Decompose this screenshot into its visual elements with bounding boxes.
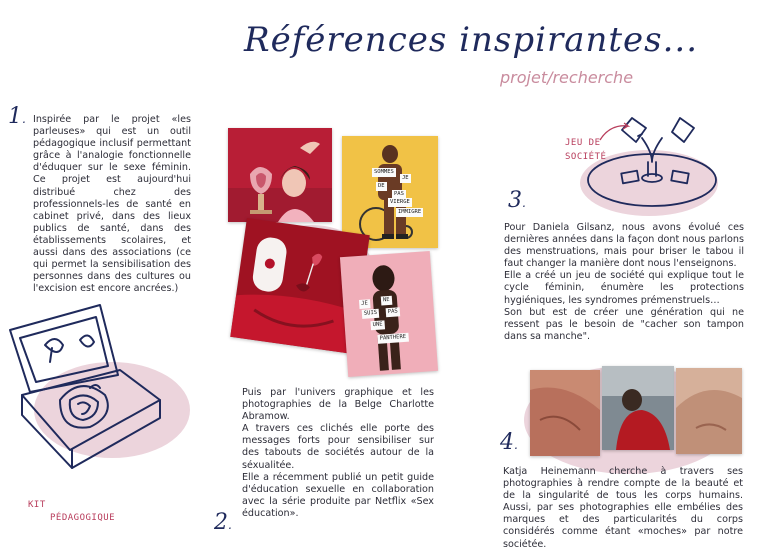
section-4-text: Katja Heinemann cherche à travers ses photographies à rendre compte de la beauté et de la singularité de tous les corps humains. Aussi, par ses photographies elle embélies des marques et des particularités du corps considérés comme étant «moches» par notre sociétée. (503, 466, 743, 550)
sign-standing-6: PANTHERE (377, 333, 408, 344)
section-3-paragraph-2: Elle a créé un jeu de société qui explique tout le cycle féminin, énumère les protections hygiéniques, les syndromes prémenstruels… (504, 270, 744, 306)
section-3-paragraph-3: Son but est de créer une génération qui ne ressent pas le besoin de "cacher son tampon dans sa manche". (504, 306, 744, 342)
sign-wheelchair-6: IMMIGRE (398, 209, 422, 215)
sign-wheelchair-5: VIERGE (390, 199, 410, 205)
sign-standing-4: PAS (386, 307, 401, 317)
page-title: Références inspirantes... (244, 20, 699, 60)
section-1-text: Inspirée par le projet «les parleuses» qui est un outil pédagogique inclusif permettant grâce à l'analogie fonctionnelle d'éduquer sur le sexe féminin. Ce projet est aujourd'hui distribué chez des professionnels-les de santé en cabinet privé, dans des lieux publics de santé, dans des établissements scolaires, et aussi dans des associations (ce qui permet la sensibilisation des personnes dans des cultures ou l'excision est encore ancrées.) (33, 114, 191, 295)
sign-standing-1: JE (359, 299, 370, 309)
sign-wheelchair-4: PAS (394, 191, 404, 197)
section-2-text (242, 387, 434, 520)
section-3-paragraph-1: Pour Daniela Gilsanz, nous avons évolué ces dernières années dans la façon dont nous parlons des menstruations, mais pour briser le tabou il faut changer la manière dont nous l'enseignons. (504, 222, 744, 270)
sign-standing-3: SUIS (362, 309, 380, 319)
section-2-number: 2 . (214, 510, 232, 535)
section-3-number: 3 . (508, 188, 526, 213)
section-1-number: 1 . (8, 104, 26, 129)
photo-wheelchair-yellow (342, 136, 438, 248)
section-4-number: 4 . (500, 430, 518, 455)
section-2-paragraph-2: A travers ces clichés elle porte des messages forts pour sensibiliser sur des tabouts de sociétés autour de la séxualitée. (242, 423, 434, 471)
section-2-paragraph-1: Puis par l'univers graphique et les photographies de la Belge Charlotte Abramow. (242, 387, 434, 423)
sign-wheelchair-2: JE (402, 175, 409, 181)
sign-wheelchair-1: SOMMES (374, 169, 394, 175)
sign-standing-5: UNE (370, 320, 385, 330)
section-2-paragraph-3: Elle a récemment publié un petit guide d'éducation sexuelle en collaboration avec la série produite par Netflix «Sex éducation». (242, 471, 434, 519)
page-subtitle: projet/recherche (500, 68, 634, 87)
photo-woman-red-dress (602, 366, 674, 450)
photo-body-skin-1 (530, 370, 600, 456)
kit-label-line2: PÉDAGOGIQUE (50, 513, 116, 523)
sign-wheelchair-3: DE (378, 183, 385, 189)
section-3-text (504, 222, 744, 343)
sign-standing-2: NE (381, 296, 392, 306)
photo-woman-red (228, 128, 332, 222)
game-label-line1: JEU DE (565, 138, 601, 148)
game-arrow (596, 120, 636, 144)
photo-standing-pink (340, 251, 438, 377)
kit-pedagogique-sketch (0, 300, 190, 490)
photo-body-skin-2 (676, 368, 742, 454)
game-label-line2: SOCIÉTÉ (565, 152, 607, 162)
kit-label-line1: KIT (28, 500, 46, 510)
